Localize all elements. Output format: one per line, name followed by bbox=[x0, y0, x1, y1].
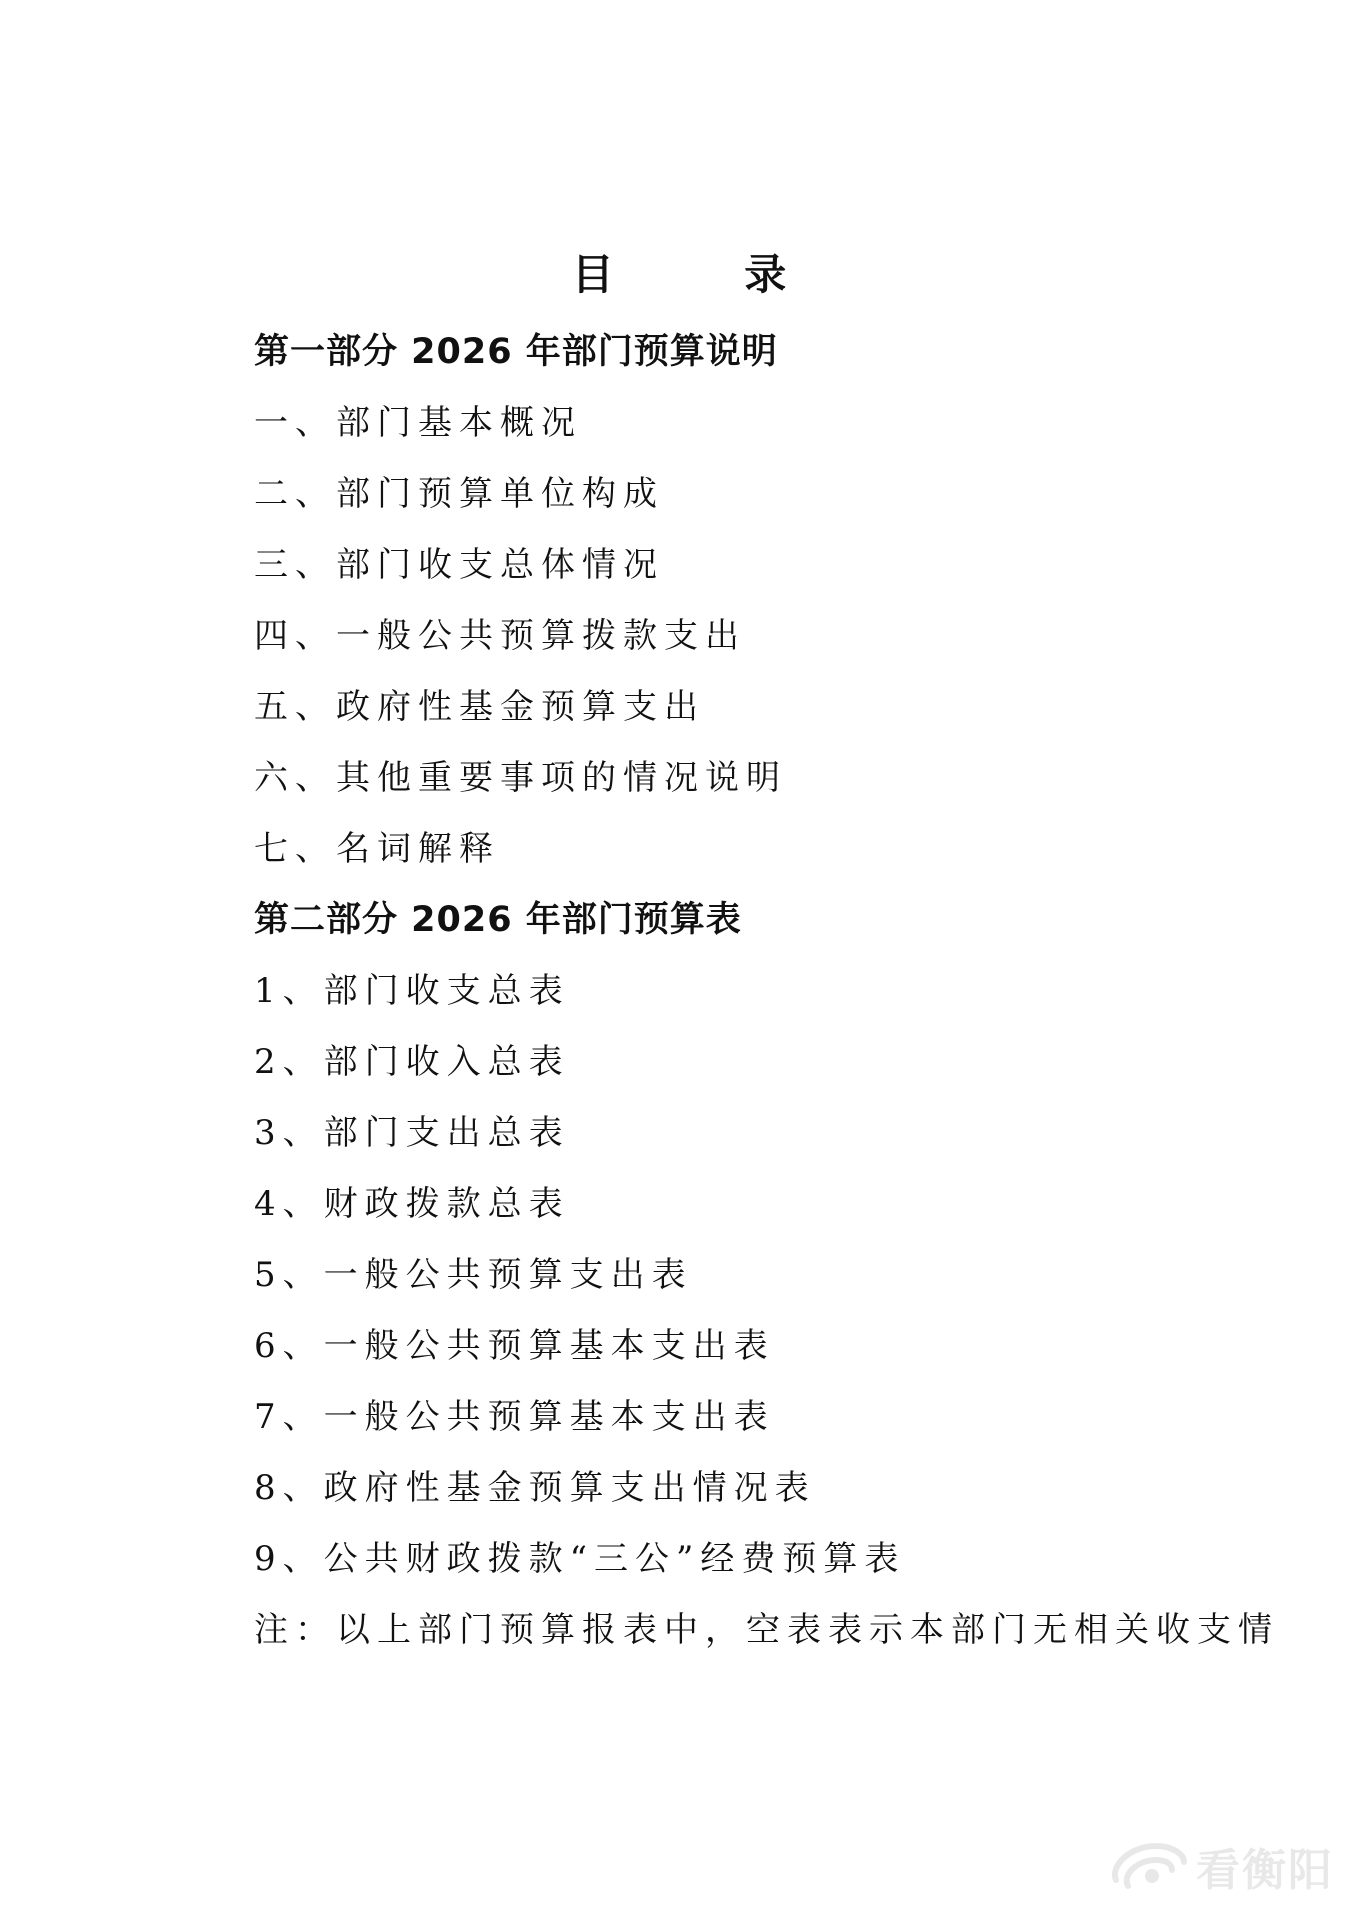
toc-item-part1-5: 五、政府性基金预算支出 bbox=[254, 687, 705, 727]
watermark-text: 看衡阳 bbox=[1196, 1845, 1334, 1896]
toc-item-part2-4: 4、财政拨款总表 bbox=[254, 1184, 570, 1224]
swirl-logo-icon bbox=[1106, 1836, 1190, 1896]
toc-item-part2-3: 3、部门支出总表 bbox=[254, 1113, 570, 1153]
toc-item-part2-9: 9、公共财政拨款“三公”经费预算表 bbox=[254, 1539, 906, 1579]
toc-item-part1-2: 二、部门预算单位构成 bbox=[254, 474, 664, 514]
toc-item-part2-6: 6、一般公共预算基本支出表 bbox=[254, 1326, 775, 1366]
part2-heading: 第二部分 2026 年部门预算表 bbox=[254, 900, 742, 940]
toc-item-part2-7: 7、一般公共预算基本支出表 bbox=[254, 1397, 775, 1437]
toc-item-part1-7: 七、名词解释 bbox=[254, 829, 500, 869]
footnote: 注：以上部门预算报表中，空表表示本部门无相关收支情 bbox=[254, 1610, 1279, 1650]
toc-item-part2-1: 1、部门收支总表 bbox=[254, 971, 570, 1011]
toc-item-part1-3: 三、部门收支总体情况 bbox=[254, 545, 664, 585]
toc-item-part2-8: 8、政府性基金预算支出情况表 bbox=[254, 1468, 816, 1508]
toc-item-part2-5: 5、一般公共预算支出表 bbox=[254, 1255, 693, 1295]
toc-item-part1-1: 一、部门基本概况 bbox=[254, 403, 582, 443]
toc-item-part1-4: 四、一般公共预算拨款支出 bbox=[254, 616, 746, 656]
page-title: 目 录 bbox=[571, 250, 845, 299]
toc-item-part1-6: 六、其他重要事项的情况说明 bbox=[254, 758, 787, 798]
toc-item-part2-2: 2、部门收入总表 bbox=[254, 1042, 570, 1082]
watermark bbox=[1106, 1834, 1334, 1898]
part1-heading: 第一部分 2026 年部门预算说明 bbox=[254, 332, 778, 372]
